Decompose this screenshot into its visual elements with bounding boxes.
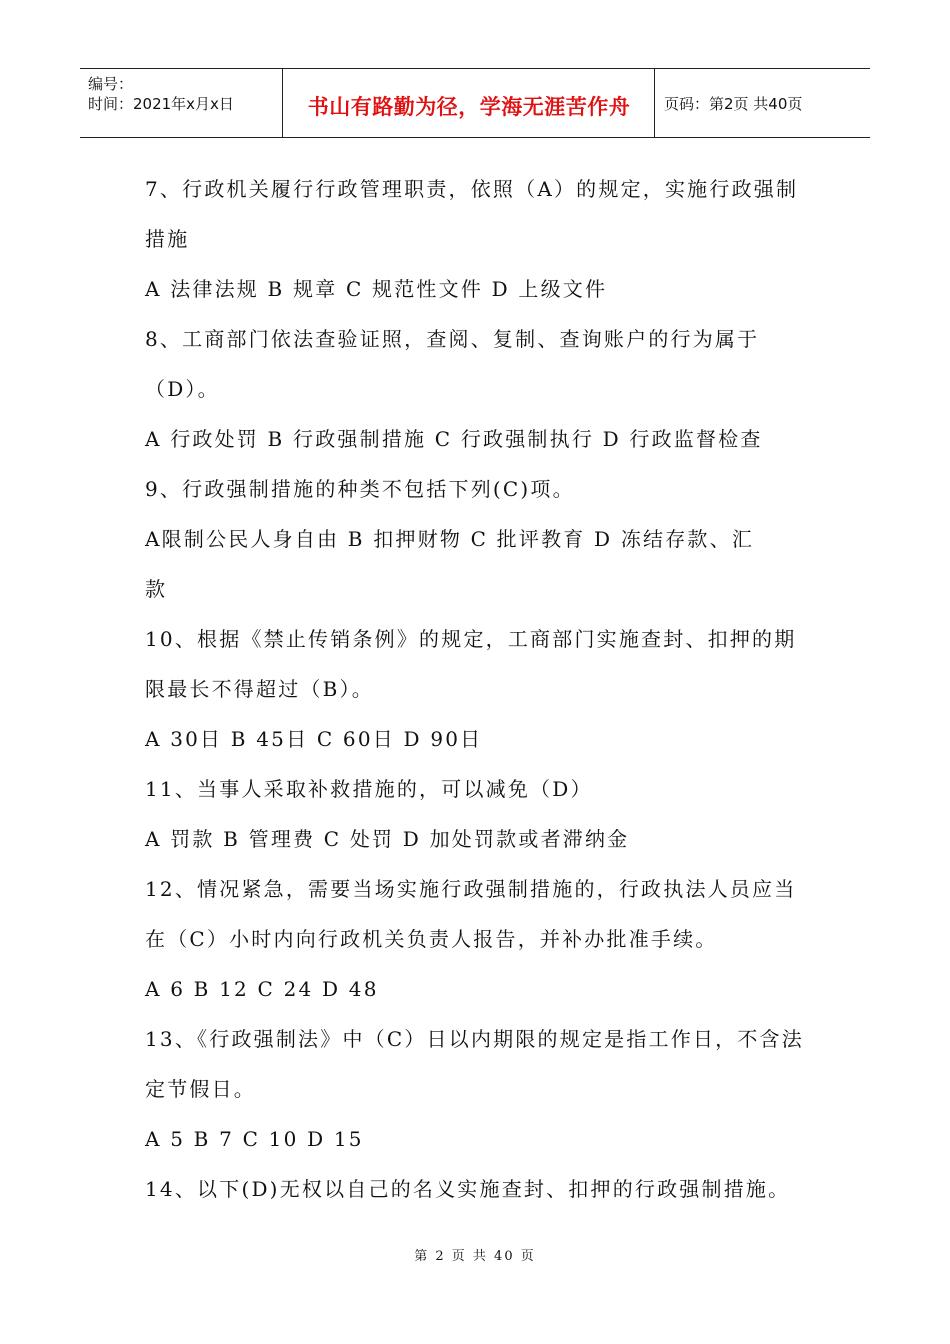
text-line: 14、以下(D)无权以自己的名义实施查封、扣押的行政强制措施。 [145,1177,791,1201]
header-meta-cell [80,69,283,137]
text-line: A 5 B 7 C 10 D 15 [145,1127,364,1151]
page-footer: 第 2 页 共 40 页 [414,1249,536,1264]
text-line: A限制公民人身自由 B 扣押财物 C 批评教育 D 冻结存款、汇 [145,527,755,551]
text-line: 措施 [145,227,190,251]
text-line: 7、行政机关履行行政管理职责，依照（A）的规定，实施行政强制 [145,177,799,201]
text-line: 在（C）小时内向行政机关负责人报告，并补办批准手续。 [145,927,718,951]
text-line: 10、根据《禁止传销条例》的规定，工商部门实施查封、扣押的期 [145,627,797,651]
page-info: 页码：第2页 共40页 [664,95,803,113]
page-header [80,68,870,138]
header-motto-cell [284,69,655,137]
text-line: A 行政处罚 B 行政强制措施 C 行政强制执行 D 行政监督检查 [145,427,763,451]
text-line: 定节假日。 [145,1077,256,1101]
text-line: 限最长不得超过（B）。 [145,677,374,701]
text-line: 款 [145,577,168,601]
motto: 书山有路勤为径，学海无涯苦作舟 [307,95,631,119]
text-line: 11、当事人采取补救措施的，可以减免（D） [145,777,593,801]
text-line: 8、工商部门依法查验证照，查阅、复制、查询账户的行为属于 [145,327,760,351]
text-line: A 30日 B 45日 C 60日 D 90日 [145,727,483,751]
text-line: 9、行政强制措施的种类不包括下列(C)项。 [145,477,575,501]
text-line: A 6 B 12 C 24 D 48 [145,977,379,1001]
text-line: A 罚款 B 管理费 C 处罚 D 加处罚款或者滞纳金 [145,827,630,851]
header-page-cell [656,69,870,137]
text-line: 12、情况紧急，需要当场实施行政强制措施的，行政执法人员应当 [145,877,797,901]
date-text: 时间：2021年x月x日 [88,95,234,113]
text-line: 13、《行政强制法》中（C）日以内期限的规定是指工作日，不含法 [145,1027,804,1051]
text-line: A 法律法规 B 规章 C 规范性文件 D 上级文件 [145,277,608,301]
document-body [145,164,825,1214]
text-line: （D）。 [145,377,220,401]
serial-label: 编号： [88,75,134,93]
